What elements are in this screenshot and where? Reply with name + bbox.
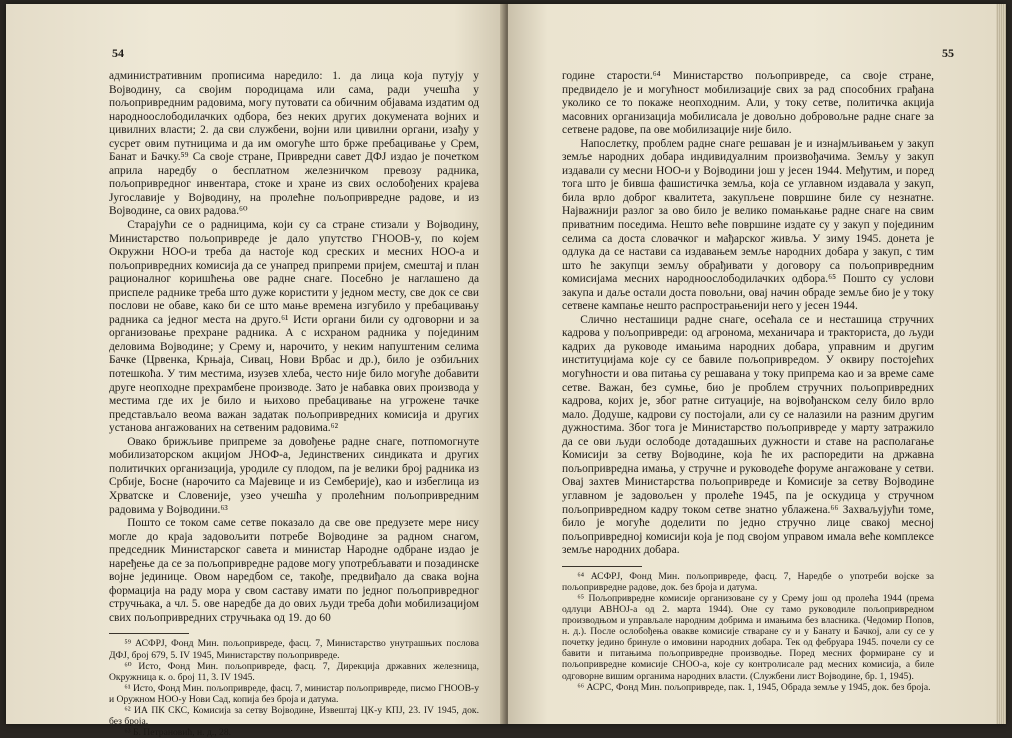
footnote: ⁶³ Б. Петрановић, н. д., 28. — [124, 727, 232, 738]
paragraph: Старајући се о радницима, који су са стране стизали у Војводину, Министарство пољопривреде је дало упутство ГНООВ-у, по којем Окружни НОО-и треба да настоје код среских и месних НОО-а и пољопривредних комисија да се унапред припреми пријем, смештај и план рационалног коришћења ове радне снаге. Посебно је наглашено да приспеле раднике треба што дуже користити у једном месту, све док се сви послови не обаве, како би се што мање времена изгубило у пребацивању радника са једног места на друго.⁶¹ Исти органи били су одговорни и за организовање прехране радника. А с исхраном радника у појединим деловима Војводине; у Срему и, нарочито, у неким напуштеним селима Бачке (Црвенка, Крњаја, Сивац, Нови Врбас и др.), било је озбиљних потешкоћа. У тим местима, изузев хлеба, често није било могуће добавити друге неопходне прехрамбене производе. Зато је набавка ових производа у местима где их је било и њихово пребацивање на угрожене тачке представљало веома важан задатак пољопривредних комисија и других установа ангажованих на сетвеним радовима.⁶² — [109, 219, 479, 435]
footnote: ⁵⁹ АСФРЈ, Фонд Мин. пољопривреде, фасц. 7, Министарство унутрашњих послова ДФЈ, број 679, 5. IV 1945, Министарству пољопривреде. — [109, 638, 479, 661]
page-edges — [996, 4, 1006, 724]
right-page — [508, 4, 1006, 724]
paragraph: Пошто се током саме сетве показало да све ове предузете мере нису могле до краја задовољити потребе Војводине за радном снагом, председник Министарског савета и министар Народне одбране издао је наређење да се за пољопривредне радове могу употребљавати и позадинске војне јединице. Овом наредбом се, такође, предвиђало да свака војна формација на раду мора у свом саставу имати по једног пољопривредног стручњака, а чл. 5. ове наредбе да до ових људи треба доћи мобилизацијом свих пољопривредних стручњака од 19. до 60 — [109, 517, 479, 624]
book-spread — [6, 4, 1006, 738]
body-text — [109, 70, 479, 738]
footnote: ⁶⁰ Исто, Фонд Мин. пољопривреде, фасц. 7, Дирекција државних железница, Окружница к. о. број 11, 3. IV 1945. — [109, 660, 479, 683]
paragraph: Овако брижљиве припреме за довођење радне снаге, потпомогнуте мобилизаторском акцијом ЈНОФ-а, Јединствених синдиката и других политичких организација, уродиле су плодом, па је велики број радника из Србије, Босне (нарочито са Мајевице и из Семберије), као и избеглица из Хрватске и Словеније, узео учешћа у пролећним пољопривредним радовима у Војводини.⁶³ — [109, 435, 479, 516]
page-number: 54 — [112, 46, 124, 60]
footnote: ⁶⁶ АСРС, Фонд Мин. пољопривреде, пак. 1, 1945, Обрада земље у 1945, док. без броја. — [577, 681, 931, 693]
footnote: ⁶¹ Исто, Фонд Мин. пољопривреде, фасц. 7, министар пољопривреде, писмо ГНООВ-у и Оружном НОО-у Нови Сад, копија без броја и датума. — [109, 682, 479, 705]
paragraph: године старости.⁶⁴ Министарство пољопривреде, са своје стране, предвидело је и могућност мобилизације свих за рад способних грађана уколико се то покаже неопходним. Али, у току сетве, политичка акција масовних организација мобилисала је довољно добровољне радне снаге за сетвене радове, па ове мобилизације није било. — [562, 70, 934, 137]
footnote: ⁶⁵ Пољопривредне комисије организоване су у Срему још од пролећа 1944 (према одлуци АВНОЈ-а од 2. марта 1944). Оне су тамо руководиле пољопривредном производњом и управљале народним добрима и имањима без власника. (Чедомир Попов, н. д.). После ослобођења овакве комисије стваране су и у Банату и Бачкој, али су се у почетку једино бринуле о имовини народних добара. Тек од фебруара 1945. почели су се бавити и питањима пољопривредне производње. Поред месних формиране су и пољопривредне комисије СНОО-а, које су контролисале рад месних комисија, а биле одговорне вишим органима народних власти. (Службени лист Војводине, бр. 1, 1945). — [562, 592, 934, 682]
footnote: ⁶⁴ АСФРЈ, Фонд Мин. пољопривреде, фасц. 7, Наредбе о употреби војске за пољопривредне радове, док. без броја и датума. — [562, 570, 934, 593]
footnote-rule — [109, 633, 189, 634]
body-text — [562, 70, 934, 693]
paragraph: административним прописима наредило: 1. да лица која путују у Војводину, са својим породицама или сама, ради учешћа у пољопривредним радовима, могу путовати са обичним објавама издатим од народноослободилачких одбора, без неких других докумената војних и цивилних власти; 2. да сви службени, војни или цивилни органи, изађу у сусрет овим путницима и да им омогуће што брже пребацивање у Срем, Банат и Бачку.⁵⁹ Са своје стране, Привредни савет ДФЈ издао је почетком априла наредбу о бесплатном железничком превозу радника, пољопривредног инвентара, стоке и хране из свих ослобођених крајева Југославије у Војводину, на пролећне пољопривредне радове, и из Војводине, са ових радова.⁶⁰ — [109, 70, 479, 218]
left-page — [6, 4, 504, 738]
paragraph: Напослетку, проблем радне снаге решаван је и изнајмљивањем у закуп земље народних добара индивидуалним произвођачима. Земљу у закуп издавали су месни НОО-и у Војводини још у јесен 1944. Међутим, и поред тога што је бивша фашистичка земља, која се углавном издавала у закуп, била врло доброг квалитета, закупљене површине биле су незнатне. Најважнији разлог за ово било је велико помањкање радне снаге на свим приватним поседима. Нешто веће површине издате су у закуп у појединим селима са доста словачког и мађарског живља. У зиму 1945. донета је одлука да се настави са издавањем земље народних добара у закуп, с тим што ће закупци земљу обрађивати у договору са пољопривредним комисијама месних народноослободилачких одбора.⁶⁵ Пошто су услови закупа и даље остали доста повољни, овај начин обраде земље био је у току сетвене кампање нешто распрострањенији него у јесен 1944. — [562, 137, 934, 313]
footnote: ⁶² ИА ПК СКС, Комисија за сетву Војводине, Извештај ЦК-у КПЈ, 23. IV 1945, док. без броја. — [109, 704, 479, 728]
footnote-rule — [562, 566, 642, 567]
page-number: 55 — [942, 46, 954, 60]
paragraph: Слично несташици радне снаге, осећала се и несташица стручних кадрова у пољопривреди: од агронома, механичара и тракториста, до људи кадрих да руководе имањима народних добара, управним и другим институцијама које су се бавиле пољопривредом. У оквиру постојећих могућности и ова питања су решавана у току припрема као и за време саме сетве. Важан, без сумње, био је проблем стручних пољопривредних кадрова, којих је, због ратне ситуације, на војвођанском селу било врло мало. Додуше, кадрови су постојали, али су се налазили на разним другим дужностима. Због тога је Министарство пољопривреде у марту затражило да се ови људи ослободе дотадашњих дужности и ставе на располагање Комисији за сетву Војводине, која ће их распоредити на државна пољопривредна имања, у стручне и руководеће форуме ангажоване у сетви. Овај захтев Министарства пољопривреде и Комисије за сетву Војводине углавном је задовољен у пролеће 1945, па је оскудица у стручном пољопривредном кадру током сетве знатно ублажена.⁶⁶ Захваљујући томе, било је могуће доделити по једно стручно лице свакој месној пољопривредној комисији која је под својом управом имала веће комплексе земље народних добара. — [562, 313, 934, 557]
